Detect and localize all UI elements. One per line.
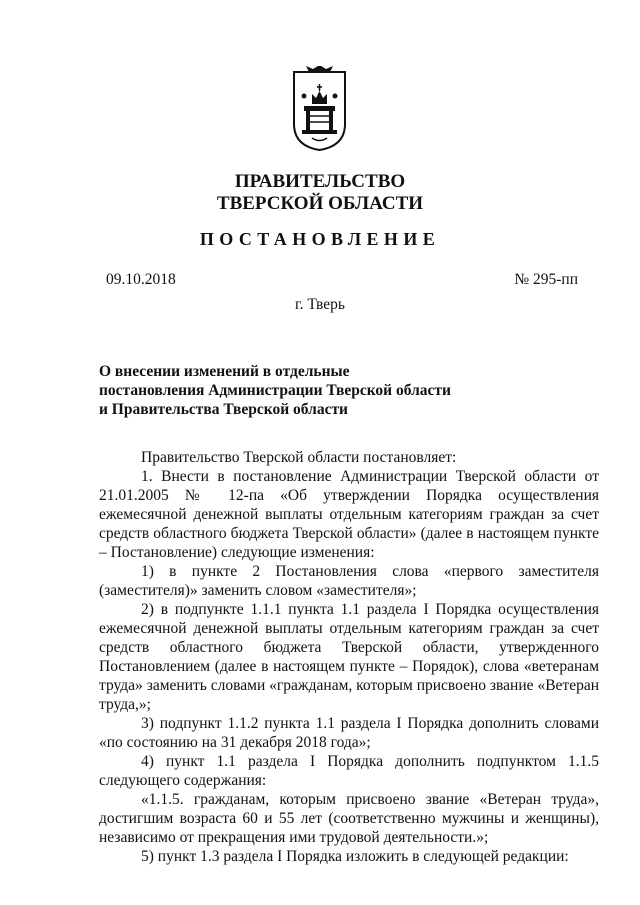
coat-of-arms-icon (292, 66, 347, 152)
subject-line: О внесении изменений в отдельные (99, 363, 350, 380)
subject-line: и Правительства Тверской области (99, 401, 348, 418)
government-title (0, 171, 640, 215)
document-date: 09.10.2018 (106, 271, 176, 288)
body-paragraph: 2) в подпункте 1.1.1 пункта 1.1 раздела I Порядка осуществления ежемесячной денежной выплаты отдельным категориям граждан за счет средств областного бюджета Тверской области, утвержденного Постановлением (далее в настоящем пункте – Порядок), слова «ветеранам труда» заменить словами «гражданам, которым присвоено звание «Ветеран труда,»; (99, 601, 599, 713)
body-paragraph: 4) пункт 1.1 раздела I Порядка дополнить подпунктом 1.1.5 следующего содержания: (99, 753, 599, 789)
body-paragraph: 1. Внести в постановление Администрации Тверской области от 21.01.2005 № 12-па «Об утверждении Порядка осуществления ежемесячной денежной выплаты отдельным категориям граждан за счет средств областного бюджета Тверской области» (далее в настоящем пункте – Постановление) следующие изменения: (99, 468, 599, 561)
body-paragraph: Правительство Тверской области постановляет: (141, 449, 457, 466)
body-paragraph: «1.1.5. гражданам, которым присвоено звание «Ветеран труда», достигшим возраста 60 и 55 лет (соответственно мужчины и женщины), независимо от прекращения ими трудовой деятельности.»; (99, 791, 599, 846)
body-paragraph: 1) в пункте 2 Постановления слова «первого заместителя (заместителя)» заменить словом «заместителя»; (99, 563, 599, 599)
subject-line: постановления Администрации Тверской области (99, 382, 451, 399)
document-type: ПОСТАНОВЛЕНИЕ (199, 229, 441, 249)
body-paragraph: 3) подпункт 1.1.2 пункта 1.1 раздела I Порядка дополнить словами «по состоянию на 31 декабря 2018 года»; (99, 715, 599, 751)
document-city: г. Тверь (295, 296, 345, 313)
government-name-line2: ТВЕРСКОЙ ОБЛАСТИ (216, 193, 424, 214)
government-name-line1: ПРАВИТЕЛЬСТВО (234, 171, 406, 192)
document-subject (99, 362, 459, 419)
document-number: № 295-пп (514, 271, 578, 288)
body-paragraph: 5) пункт 1.3 раздела I Порядка изложить в следующей редакции: (141, 848, 569, 865)
document-body (99, 448, 599, 866)
